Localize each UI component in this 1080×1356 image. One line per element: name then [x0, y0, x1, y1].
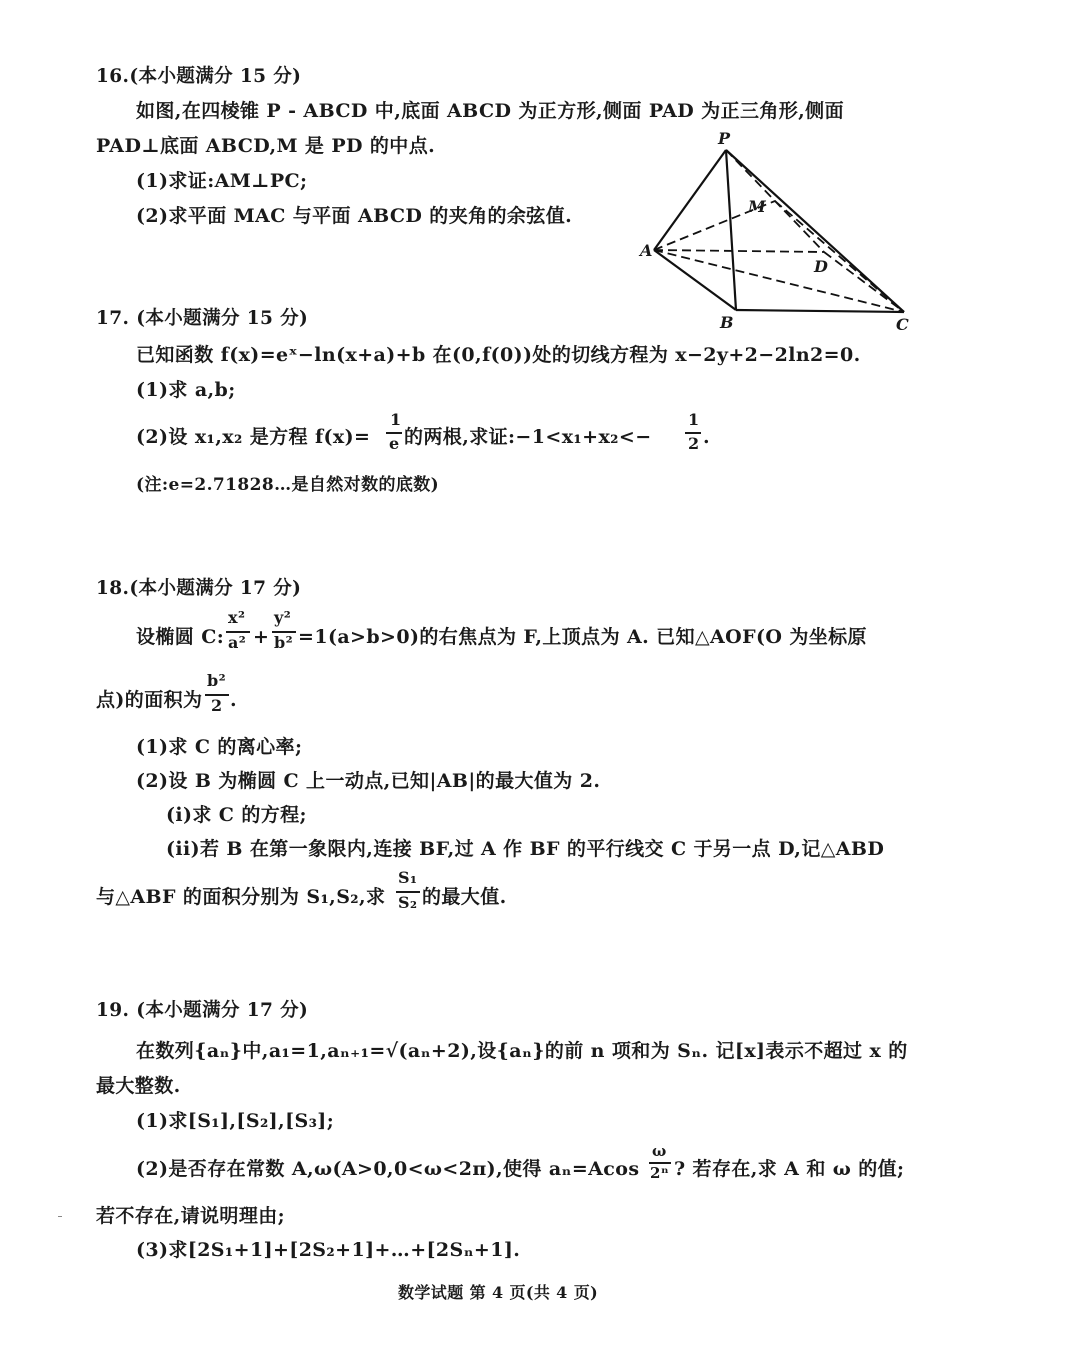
q18-line-3-b: 的最大值. [422, 886, 507, 908]
edge-AB [654, 250, 736, 310]
q16-part-2: (2)求平面 MAC 与平面 ABCD 的夹角的余弦值. [136, 205, 573, 227]
q17-heading: 17. (本小题满分 15 分) [96, 308, 309, 329]
q18-plus: + [253, 626, 270, 648]
q17-frac1-num: 1 [390, 410, 402, 429]
q18-line-1-a: 设椭圆 C: [136, 626, 225, 648]
q19-line-2: 最大整数. [96, 1075, 181, 1097]
q16-line-2: PAD⊥底面 ABCD,M 是 PD 的中点. [96, 135, 436, 157]
edge-AC-dashed [654, 250, 904, 312]
q19-cos-frac-num: ω [652, 1142, 667, 1160]
edge-PB [726, 150, 736, 310]
q18-line-2-a: 点)的面积为 [96, 689, 203, 711]
q18-area-frac-num: b² [207, 671, 226, 690]
label-A: A [640, 241, 653, 260]
q17-part-2-b: 的两根,求证:−1<x₁+x₂<− [404, 426, 652, 448]
q17-part-1: (1)求 a,b; [136, 379, 236, 401]
q17-part-2-c: . [703, 426, 711, 448]
q17-frac1-den: e [389, 434, 400, 453]
q16-heading: 16.(本小题满分 15 分) [96, 66, 302, 87]
q18-part-1: (1)求 C 的离心率; [136, 736, 303, 758]
edge-BC [736, 310, 904, 312]
q18-ratio-den: S₂ [398, 893, 418, 912]
label-P: P [718, 129, 731, 148]
label-M: M [748, 197, 766, 216]
q18-area-frac-den: 2 [211, 696, 223, 715]
label-B: B [720, 313, 734, 332]
q18-frac-x-den: a² [228, 633, 247, 652]
q16-line-1: 如图,在四棱锥 P - ABCD 中,底面 ABCD 为正方形,侧面 PAD 为正三角形,侧面 [136, 100, 844, 122]
q18-part-2-ii: (ii)若 B 在第一象限内,连接 BF,过 A 作 BF 的平行线交 C 于另一点 D,记△ABD [166, 838, 885, 860]
q16-part-1: (1)求证:AM⊥PC; [136, 170, 308, 192]
q18-frac-x-num: x² [228, 608, 246, 627]
q19-part-1: (1)求[S₁],[S₂],[S₃]; [136, 1110, 335, 1132]
q18-part-2-i: (i)求 C 的方程; [166, 804, 307, 826]
edge-PC [726, 150, 904, 312]
label-C: C [896, 315, 909, 334]
q18-heading: 18.(本小题满分 17 分) [96, 578, 302, 599]
q19-part-2-b: ? 若存在,求 A 和 ω 的值; [674, 1158, 905, 1180]
q19-line-3: 若不存在,请说明理由; [96, 1205, 286, 1227]
q18-frac-y-num: y² [274, 608, 292, 627]
q17-frac2-num: 1 [688, 410, 700, 429]
q18-line-2-b: . [230, 689, 238, 711]
q17-frac2-den: 2 [688, 434, 700, 453]
q19-heading: 19. (本小题满分 17 分) [96, 1000, 309, 1021]
q18-part-2: (2)设 B 为椭圆 C 上一动点,已知|AB|的最大值为 2. [136, 770, 601, 792]
q19-part-3: (3)求[2S₁+1]+[2S₂+1]+…+[2Sₙ+1]. [136, 1239, 521, 1261]
scan-mark [58, 1216, 62, 1217]
q19-cos-frac-den: 2ⁿ [650, 1164, 670, 1182]
label-D: D [814, 257, 828, 276]
q19-line-1: 在数列{aₙ}中,a₁=1,aₙ₊₁=√(aₙ+2),设{aₙ}的前 n 项和为 Sₙ. 记[x]表示不超过 x 的 [136, 1040, 908, 1062]
pyramid-figure [636, 128, 926, 338]
edge-PA [654, 150, 726, 250]
q18-frac-y-den: b² [274, 633, 293, 652]
q17-line-1: 已知函数 f(x)=eˣ−ln(x+a)+b 在(0,f(0))处的切线方程为 x−2y+2−2ln2=0. [136, 344, 861, 366]
page-footer: 数学试题 第 4 页(共 4 页) [398, 1283, 599, 1302]
q18-line-3-a: 与△ABF 的面积分别为 S₁,S₂,求 [96, 886, 386, 908]
q17-note: (注:e=2.71828…是自然对数的底数) [136, 475, 440, 495]
q17-part-2-a: (2)设 x₁,x₂ 是方程 f(x)= [136, 426, 371, 448]
q18-ratio-num: S₁ [398, 868, 418, 887]
q19-part-2-a: (2)是否存在常数 A,ω(A>0,0<ω<2π),使得 aₙ=Acos [136, 1158, 640, 1180]
edge-AD-dashed [654, 250, 824, 252]
q18-line-1-b: =1(a>b>0)的右焦点为 F,上顶点为 A. 已知△AOF(O 为坐标原 [298, 626, 867, 648]
